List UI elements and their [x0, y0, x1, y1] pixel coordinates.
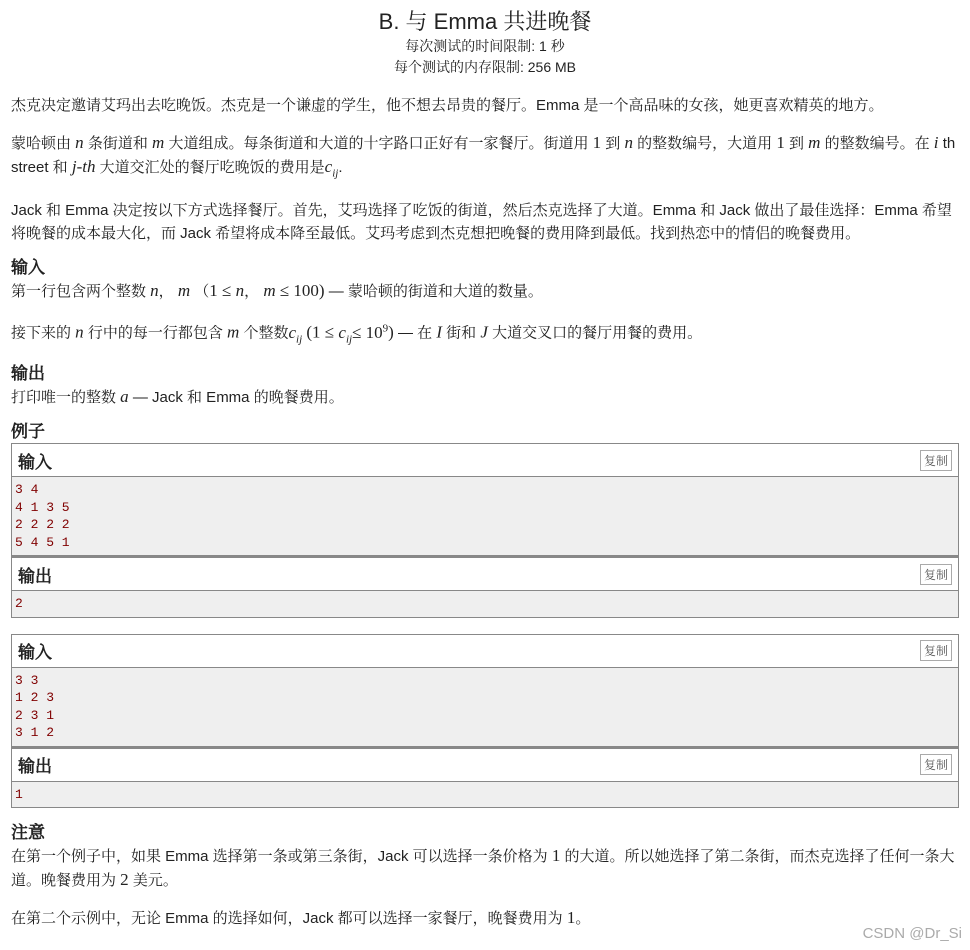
text: 美元。 [128, 872, 178, 890]
output-heading: 输出 [11, 364, 45, 384]
text: 街和 [442, 325, 481, 343]
text: 杰克决定邀请艾玛出去吃晚饭。杰克是一个谦虚的学生，他不想去昂贵的餐厅。Emma 是一个高品味的女孩，她更喜欢精英的地方。 [11, 97, 884, 114]
text: 接下来的 [11, 325, 76, 343]
math-var: $c_{ij}$ [288, 323, 303, 346]
example-input-text: 3 4 4 1 3 5 2 2 2 2 5 4 5 1 [12, 477, 958, 556]
paragraph [11, 906, 959, 930]
example-output-text: 1 [12, 782, 958, 808]
math-var: n [150, 281, 159, 301]
paragraph [11, 199, 959, 245]
example-output-label: 输出 [18, 566, 52, 586]
examples [11, 443, 959, 808]
math-subscript: ij [332, 167, 339, 180]
math-var: m [808, 133, 821, 152]
example-block [11, 634, 959, 809]
examples-heading: 例子 [11, 422, 45, 442]
paragraph [11, 317, 959, 351]
text: — 蒙哈顿的街道和大道的数量。 [324, 283, 543, 301]
math-num: 1 ≤ [209, 281, 236, 301]
text: 行中的每一行都包含 [83, 325, 228, 343]
output-spec [11, 385, 959, 409]
math-var: J [480, 323, 488, 343]
math-var: $c_{ij}$ [338, 323, 353, 346]
text: 大道交叉口的餐厅用餐的费用。 [487, 325, 703, 343]
paragraph [11, 131, 959, 185]
input-spec [11, 279, 959, 351]
math-num: 1 [592, 133, 602, 152]
text: 到 [784, 135, 809, 152]
text: 的整数编号，大道用 [632, 135, 777, 152]
math-var: I [436, 323, 443, 343]
text: — 在 [393, 325, 437, 343]
math-var: m [152, 133, 165, 152]
input-heading: 输入 [11, 258, 45, 278]
math-superscript: 9 [382, 322, 389, 335]
math-subscript: ij [296, 333, 303, 346]
text: 在第二个示例中，无论 Emma 的选择如何，Jack 都可以选择一家餐厅，晚餐费用为 [11, 910, 567, 928]
text: 第一行包含两个整数 [11, 283, 151, 301]
math-var: n [75, 133, 84, 152]
text: Jack 和 Emma 决定按以下方式选择餐厅。首先，艾玛选择了吃饭的街道，然后杰克选择了大道。Emma 和 Jack 做出了最佳选择：Emma 希望将晚餐的成本最大化，而 Jack 希望将成本降至最低。艾玛考虑到杰克想把晚餐的费用降到最低。找到热恋中的情侣的晚餐费用。 [11, 202, 952, 243]
note-heading: 注意 [11, 823, 45, 843]
example-input-header [12, 444, 958, 477]
text: （ [190, 283, 210, 301]
math-var: n [235, 281, 245, 301]
example-input-label: 输入 [18, 452, 52, 472]
math-num: ≤ $10^9$ [352, 322, 389, 343]
copy-output-button[interactable]: 复制 [920, 564, 952, 585]
example-output-label: 输出 [18, 757, 52, 777]
statement [11, 94, 959, 245]
example-output-text: 2 [12, 591, 958, 617]
text: ， [158, 283, 178, 301]
math-var: j-th [71, 157, 96, 176]
text: th street 和 [11, 135, 956, 176]
math-var: m [227, 323, 240, 343]
text: 的大道。所以她选择了第二条街，而杰克选择了任何一条大道。晚餐费用为 [11, 848, 955, 890]
watermark: CSDN @Dr_Si [862, 925, 962, 942]
copy-input-button[interactable]: 复制 [920, 450, 952, 471]
math-num: 1 [566, 908, 576, 928]
text: 在第一个例子中，如果 Emma 选择第一条或第三条街，Jack 可以选择一条价格为 [11, 848, 552, 866]
math-subscript: ij [345, 333, 353, 346]
math-num: 1 [551, 846, 561, 866]
math-var: a [120, 387, 129, 407]
text: 到 [601, 135, 625, 152]
math-var: n [75, 323, 84, 343]
copy-output-button[interactable]: 复制 [920, 754, 952, 775]
example-input-label: 输入 [18, 643, 52, 663]
math-var: i [933, 133, 939, 152]
example-input-header [12, 635, 958, 668]
math-var: m [177, 281, 191, 301]
memory-limit: 每个测试的内存限制: 256 MB [393, 59, 577, 75]
time-limit: 每次测试的时间限制: 1 秒 [405, 38, 565, 54]
math-num: 1 [776, 133, 785, 152]
text: 蒙哈顿由 [11, 135, 76, 152]
example-output-header [12, 556, 958, 591]
text: 个整数 [239, 325, 289, 343]
example-block [11, 443, 959, 618]
math-num: ) [388, 323, 394, 343]
text: 的整数编号。在 [820, 135, 934, 152]
paragraph [11, 279, 959, 303]
math-var: n [624, 133, 633, 152]
note [11, 844, 959, 930]
text: 大道交汇处的餐厅吃晚饭的费用是 [95, 159, 325, 176]
math-var: $c_{ij}$ [324, 157, 339, 180]
text: — Jack 和 Emma 的晚餐费用。 [128, 389, 344, 407]
paragraph [11, 385, 959, 409]
text: 大道组成。每条街道和大道的十字路口正好有一家餐厅。街道用 [164, 135, 593, 152]
math-num: ≤ 100) [275, 281, 325, 301]
copy-input-button[interactable]: 复制 [920, 640, 952, 661]
text: ， [244, 283, 264, 301]
text: 条街道和 [83, 135, 153, 152]
text: . [338, 159, 343, 176]
paragraph [11, 844, 959, 892]
text: 。 [575, 910, 591, 928]
math-num: (1 ≤ [302, 323, 339, 343]
paragraph [11, 94, 959, 117]
problem-title: B. 与 Emma 共进晚餐 [378, 9, 592, 34]
math-var: m [263, 281, 276, 301]
math-num: 2 [120, 870, 129, 890]
example-input-text: 3 3 1 2 3 2 3 1 3 1 2 [12, 668, 958, 747]
example-output-header [12, 747, 958, 782]
text: 打印唯一的整数 [11, 389, 121, 407]
